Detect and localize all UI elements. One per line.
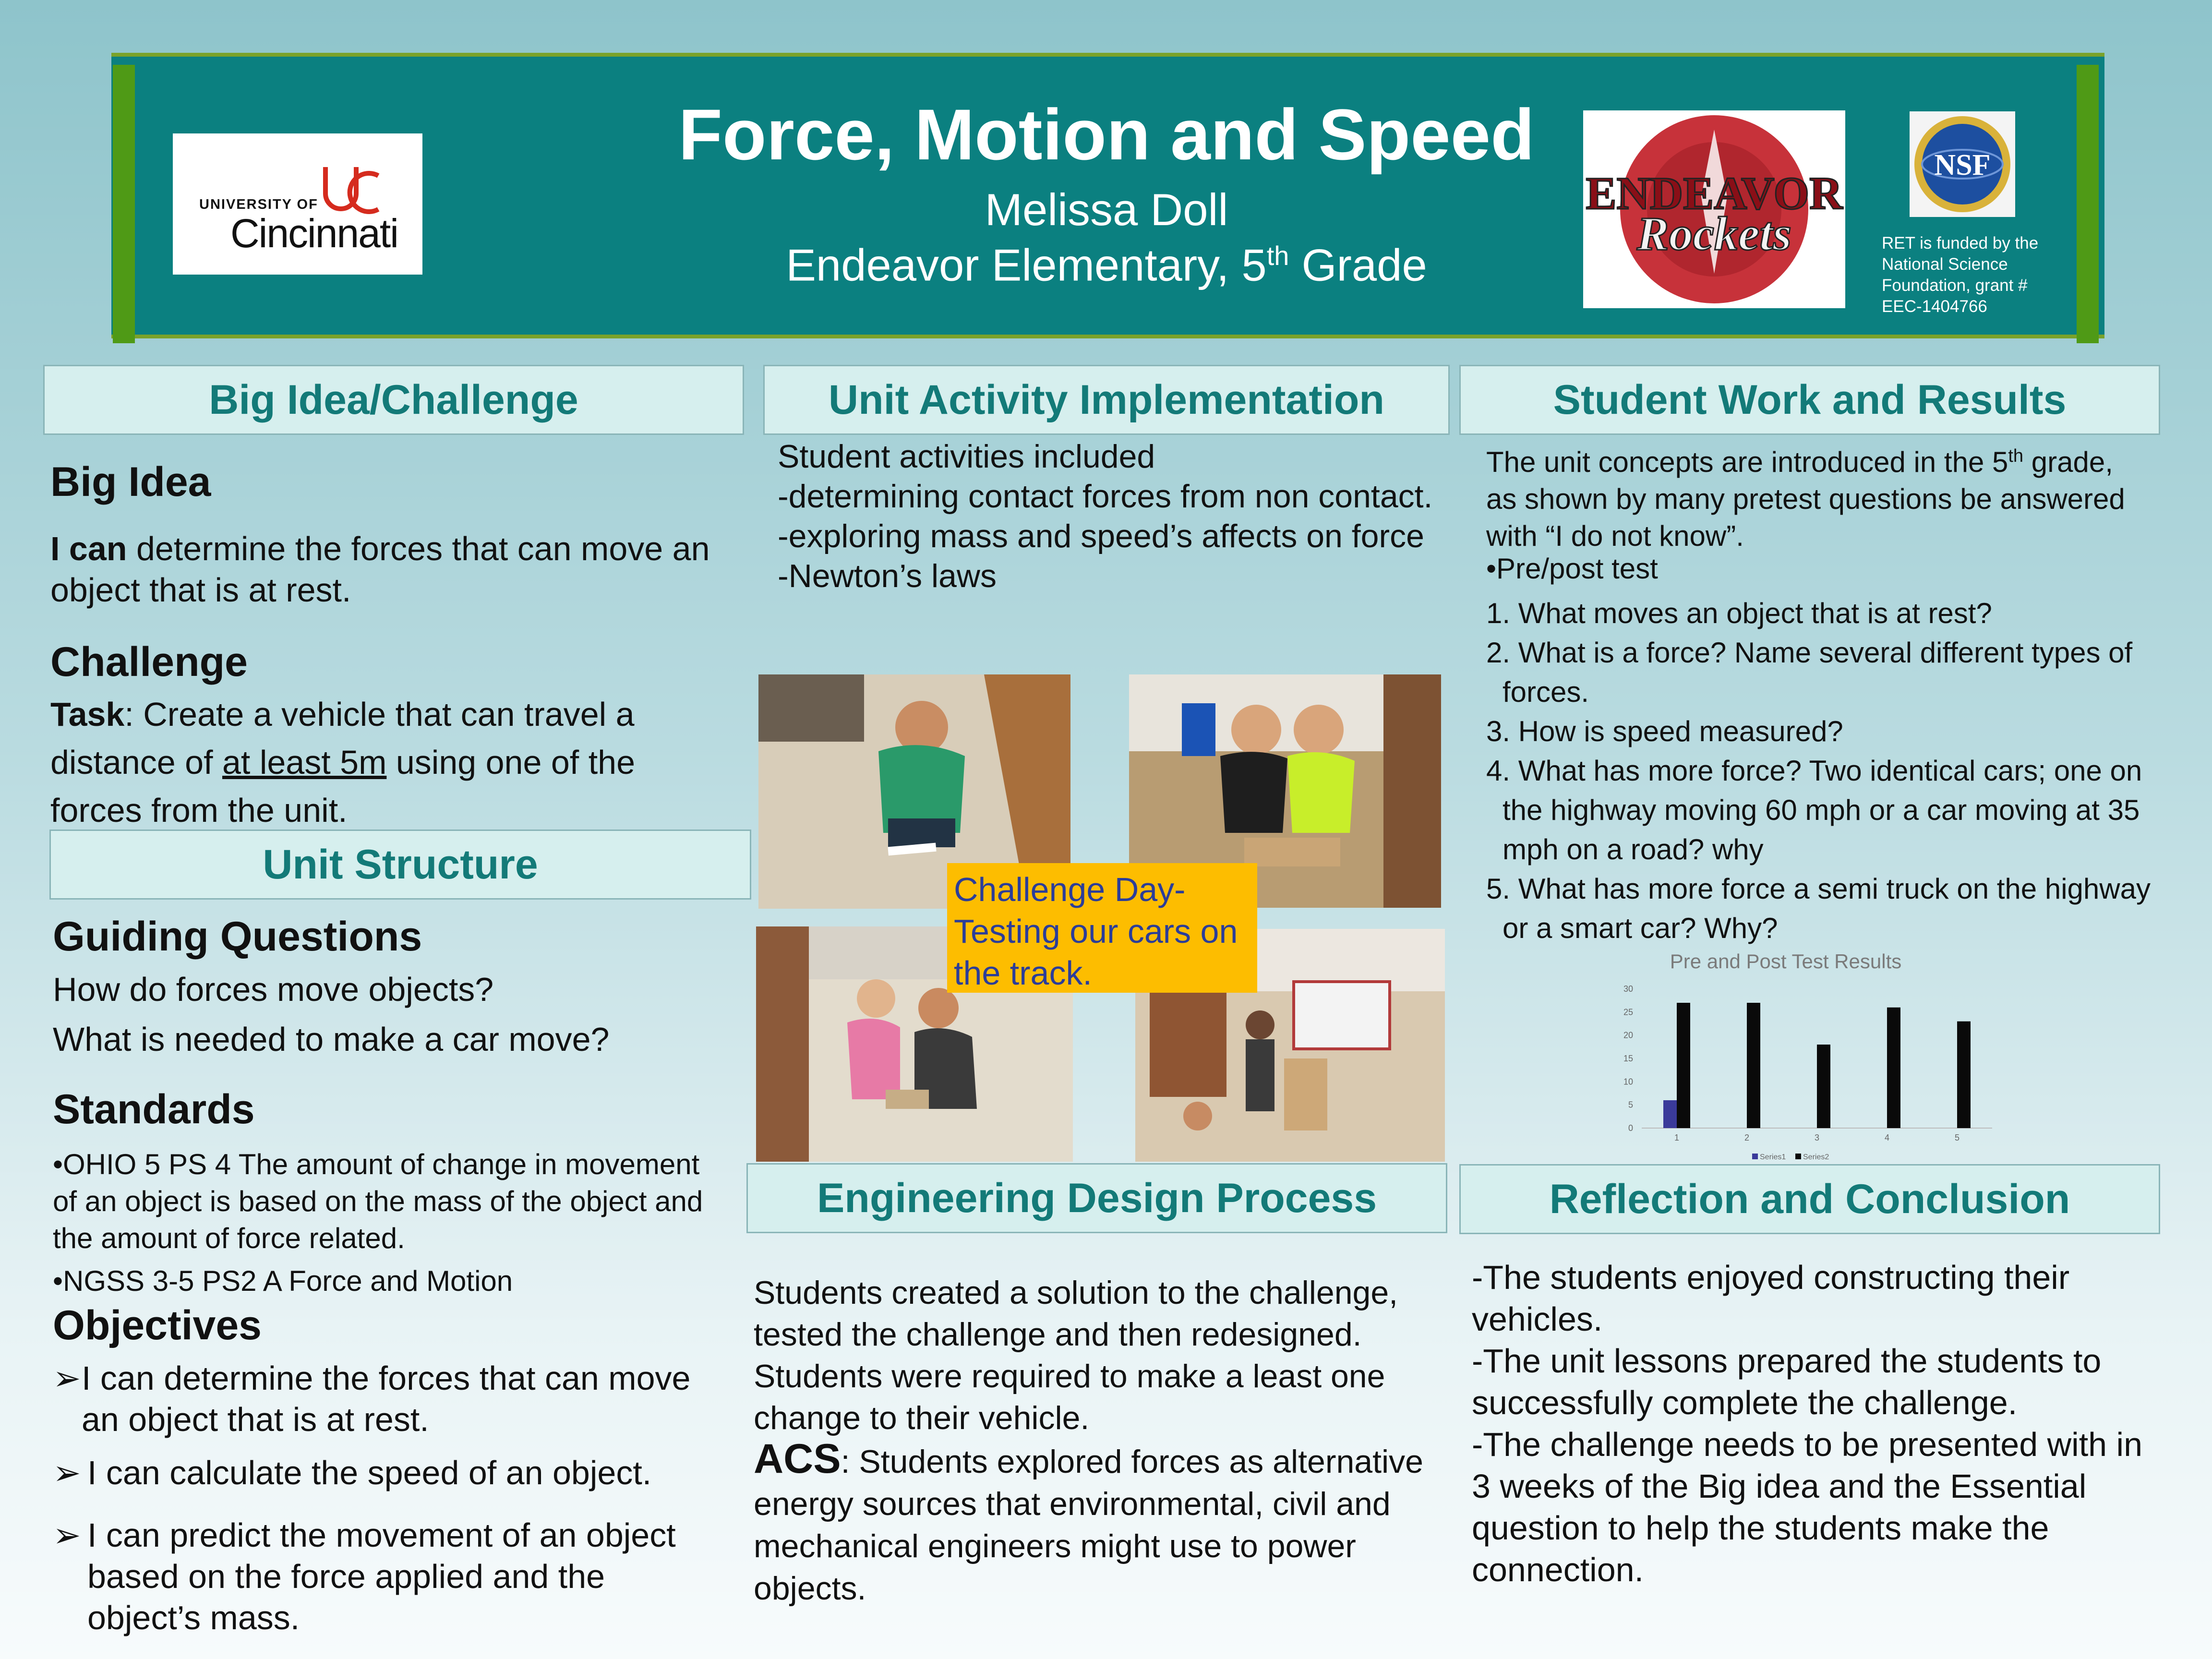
reflection-line: -The students enjoyed constructing their vehicles.	[1472, 1259, 2070, 1338]
challenge-day-callout: Challenge Day- Testing our cars on the track.	[947, 863, 1257, 993]
poster-title: Force, Motion and Speed	[678, 94, 1535, 175]
uc-logo-name: Cincinnati	[230, 211, 398, 256]
objective-item: ➢ I can determine the forces that can move an object that is at rest.	[53, 1358, 725, 1440]
prepost-label: •Pre/post test	[1486, 553, 1658, 585]
chart-y-tick-label: 25	[1623, 1007, 1633, 1017]
poster-school: Endeavor Elementary, 5th Grade	[786, 240, 1427, 290]
reflection-line: -The challenge needs to be presented with in 3 weeks of the Big idea and the Essential question to help the students make the connection.	[1472, 1426, 2143, 1588]
pre-post-chart	[1608, 948, 2011, 1171]
chart-y-tick-label: 5	[1628, 1100, 1633, 1110]
arrow-bullet-icon: ➢	[53, 1359, 81, 1397]
acs-text: ACS: Students explored forces as alternative energy sources that environmental, civil and mechanical engineers might use to power objects.	[754, 1436, 1423, 1607]
results-intro: The unit concepts are introduced in the 5th grade, as shown by many pretest questions be answered with “I do not know”.	[1486, 446, 2125, 552]
chart-x-tick-label: 4	[1884, 1133, 1890, 1142]
arrow-bullet-icon: ➢	[53, 1516, 81, 1554]
endeavor-logo-line1: ENDEAVOR	[1586, 168, 1843, 219]
chart-y-tick-label: 20	[1623, 1030, 1633, 1040]
chart-y-tick-label: 10	[1623, 1077, 1633, 1087]
chart-title: Pre and Post Test Results	[1670, 950, 1902, 973]
test-question: 3. How is speed measured?	[1486, 715, 1843, 747]
guiding-questions-title: Guiding Questions	[53, 914, 422, 960]
engineering-text: Students created a solution to the challenge, tested the challenge and then redesigned. Students were required to make a least one change to their vehicle.	[754, 1274, 1398, 1436]
unit-structure-heading: Unit Structure	[49, 830, 751, 900]
big-idea-heading: Big Idea/Challenge	[43, 365, 744, 435]
nsf-funding-note: RET is funded by the National Science Foundation, grant # EEC-1404766	[1882, 234, 2039, 316]
chart-bar	[1677, 1003, 1690, 1128]
nsf-logo-text: NSF	[1934, 149, 1991, 181]
chart-x-tick-label: 1	[1674, 1133, 1680, 1142]
chart-x-tick-label: 2	[1744, 1133, 1750, 1142]
reflection-lines	[1472, 1257, 2153, 1591]
chart-bar	[1663, 1100, 1677, 1128]
implementation-lines: Student activities included -determining contact forces from non contact. -exploring mass and speed’s affects on force -Newton’s laws	[778, 438, 1433, 594]
chart-bar	[1747, 1003, 1760, 1128]
standards-title: Standards	[53, 1086, 255, 1132]
chart-x-tick-label: 5	[1954, 1133, 1960, 1142]
chart-legend-label: Series1	[1760, 1153, 1786, 1161]
reflection-line: -The unit lessons prepared the students to successfully complete the challenge.	[1472, 1342, 2102, 1421]
test-question: 4. What has more force? Two identical cars; one on the highway moving 60 mph or a car moving at 35 mph on a road? why	[1486, 755, 2142, 866]
test-question: 2. What is a force? Name several different types of forces.	[1486, 637, 2133, 708]
endeavor-rockets-logo	[1583, 110, 1845, 308]
test-questions	[1486, 594, 2158, 948]
chart-legend-swatch	[1752, 1154, 1758, 1159]
endeavor-logo-line2: Rockets	[1636, 207, 1792, 260]
chart-bar	[1817, 1045, 1830, 1128]
banner-accent-left	[113, 65, 135, 343]
nsf-logo	[1910, 111, 2015, 217]
reflection-heading: Reflection and Conclusion	[1459, 1164, 2160, 1234]
arrow-bullet-icon: ➢	[53, 1454, 81, 1491]
chart-x-tick-label: 3	[1814, 1133, 1820, 1142]
big-idea-title: Big Idea	[50, 459, 211, 505]
results-heading: Student Work and Results	[1459, 365, 2160, 435]
objectives-title: Objectives	[53, 1302, 262, 1348]
guiding-question: What is needed to make a car move?	[53, 1021, 610, 1058]
chart-legend-swatch	[1795, 1154, 1801, 1159]
standard-item: •OHIO 5 PS 4 The amount of change in movement of an object is based on the mass of the object and the amount of force related.	[53, 1148, 703, 1254]
poster-author: Melissa Doll	[985, 184, 1228, 235]
engineering-heading: Engineering Design Process	[746, 1163, 1447, 1233]
test-question: 5. What has more force a semi truck on the highway or a smart car? Why?	[1486, 873, 2151, 944]
chart-bar	[1887, 1008, 1900, 1128]
objective-item: ➢ I can calculate the speed of an object.	[53, 1452, 725, 1493]
chart-y-tick-label: 30	[1623, 984, 1633, 994]
big-idea-text: I can determine the forces that can move an object that is at rest.	[50, 530, 710, 609]
test-question: 1. What moves an object that is at rest?	[1486, 597, 1992, 629]
uc-logo-univ: UNIVERSITY OF	[199, 197, 318, 212]
uc-logo	[173, 133, 422, 275]
chart-y-tick-label: 0	[1628, 1123, 1633, 1133]
challenge-title: Challenge	[50, 639, 248, 685]
objective-item: ➢ I can predict the movement of an object based on the force applied and the object’s mass.	[53, 1515, 725, 1638]
challenge-task: Task: Create a vehicle that can travel a distance of at least 5m using one of the forces from the unit.	[50, 696, 636, 829]
standard-item: •NGSS 3-5 PS2 A Force and Motion	[53, 1265, 513, 1297]
implementation-heading: Unit Activity Implementation	[763, 365, 1450, 435]
chart-legend-label: Series2	[1803, 1153, 1829, 1161]
chart-bar	[1957, 1022, 1971, 1128]
banner-accent-right	[2077, 65, 2099, 343]
guiding-question: How do forces move objects?	[53, 971, 494, 1008]
chart-y-tick-label: 15	[1623, 1054, 1633, 1063]
